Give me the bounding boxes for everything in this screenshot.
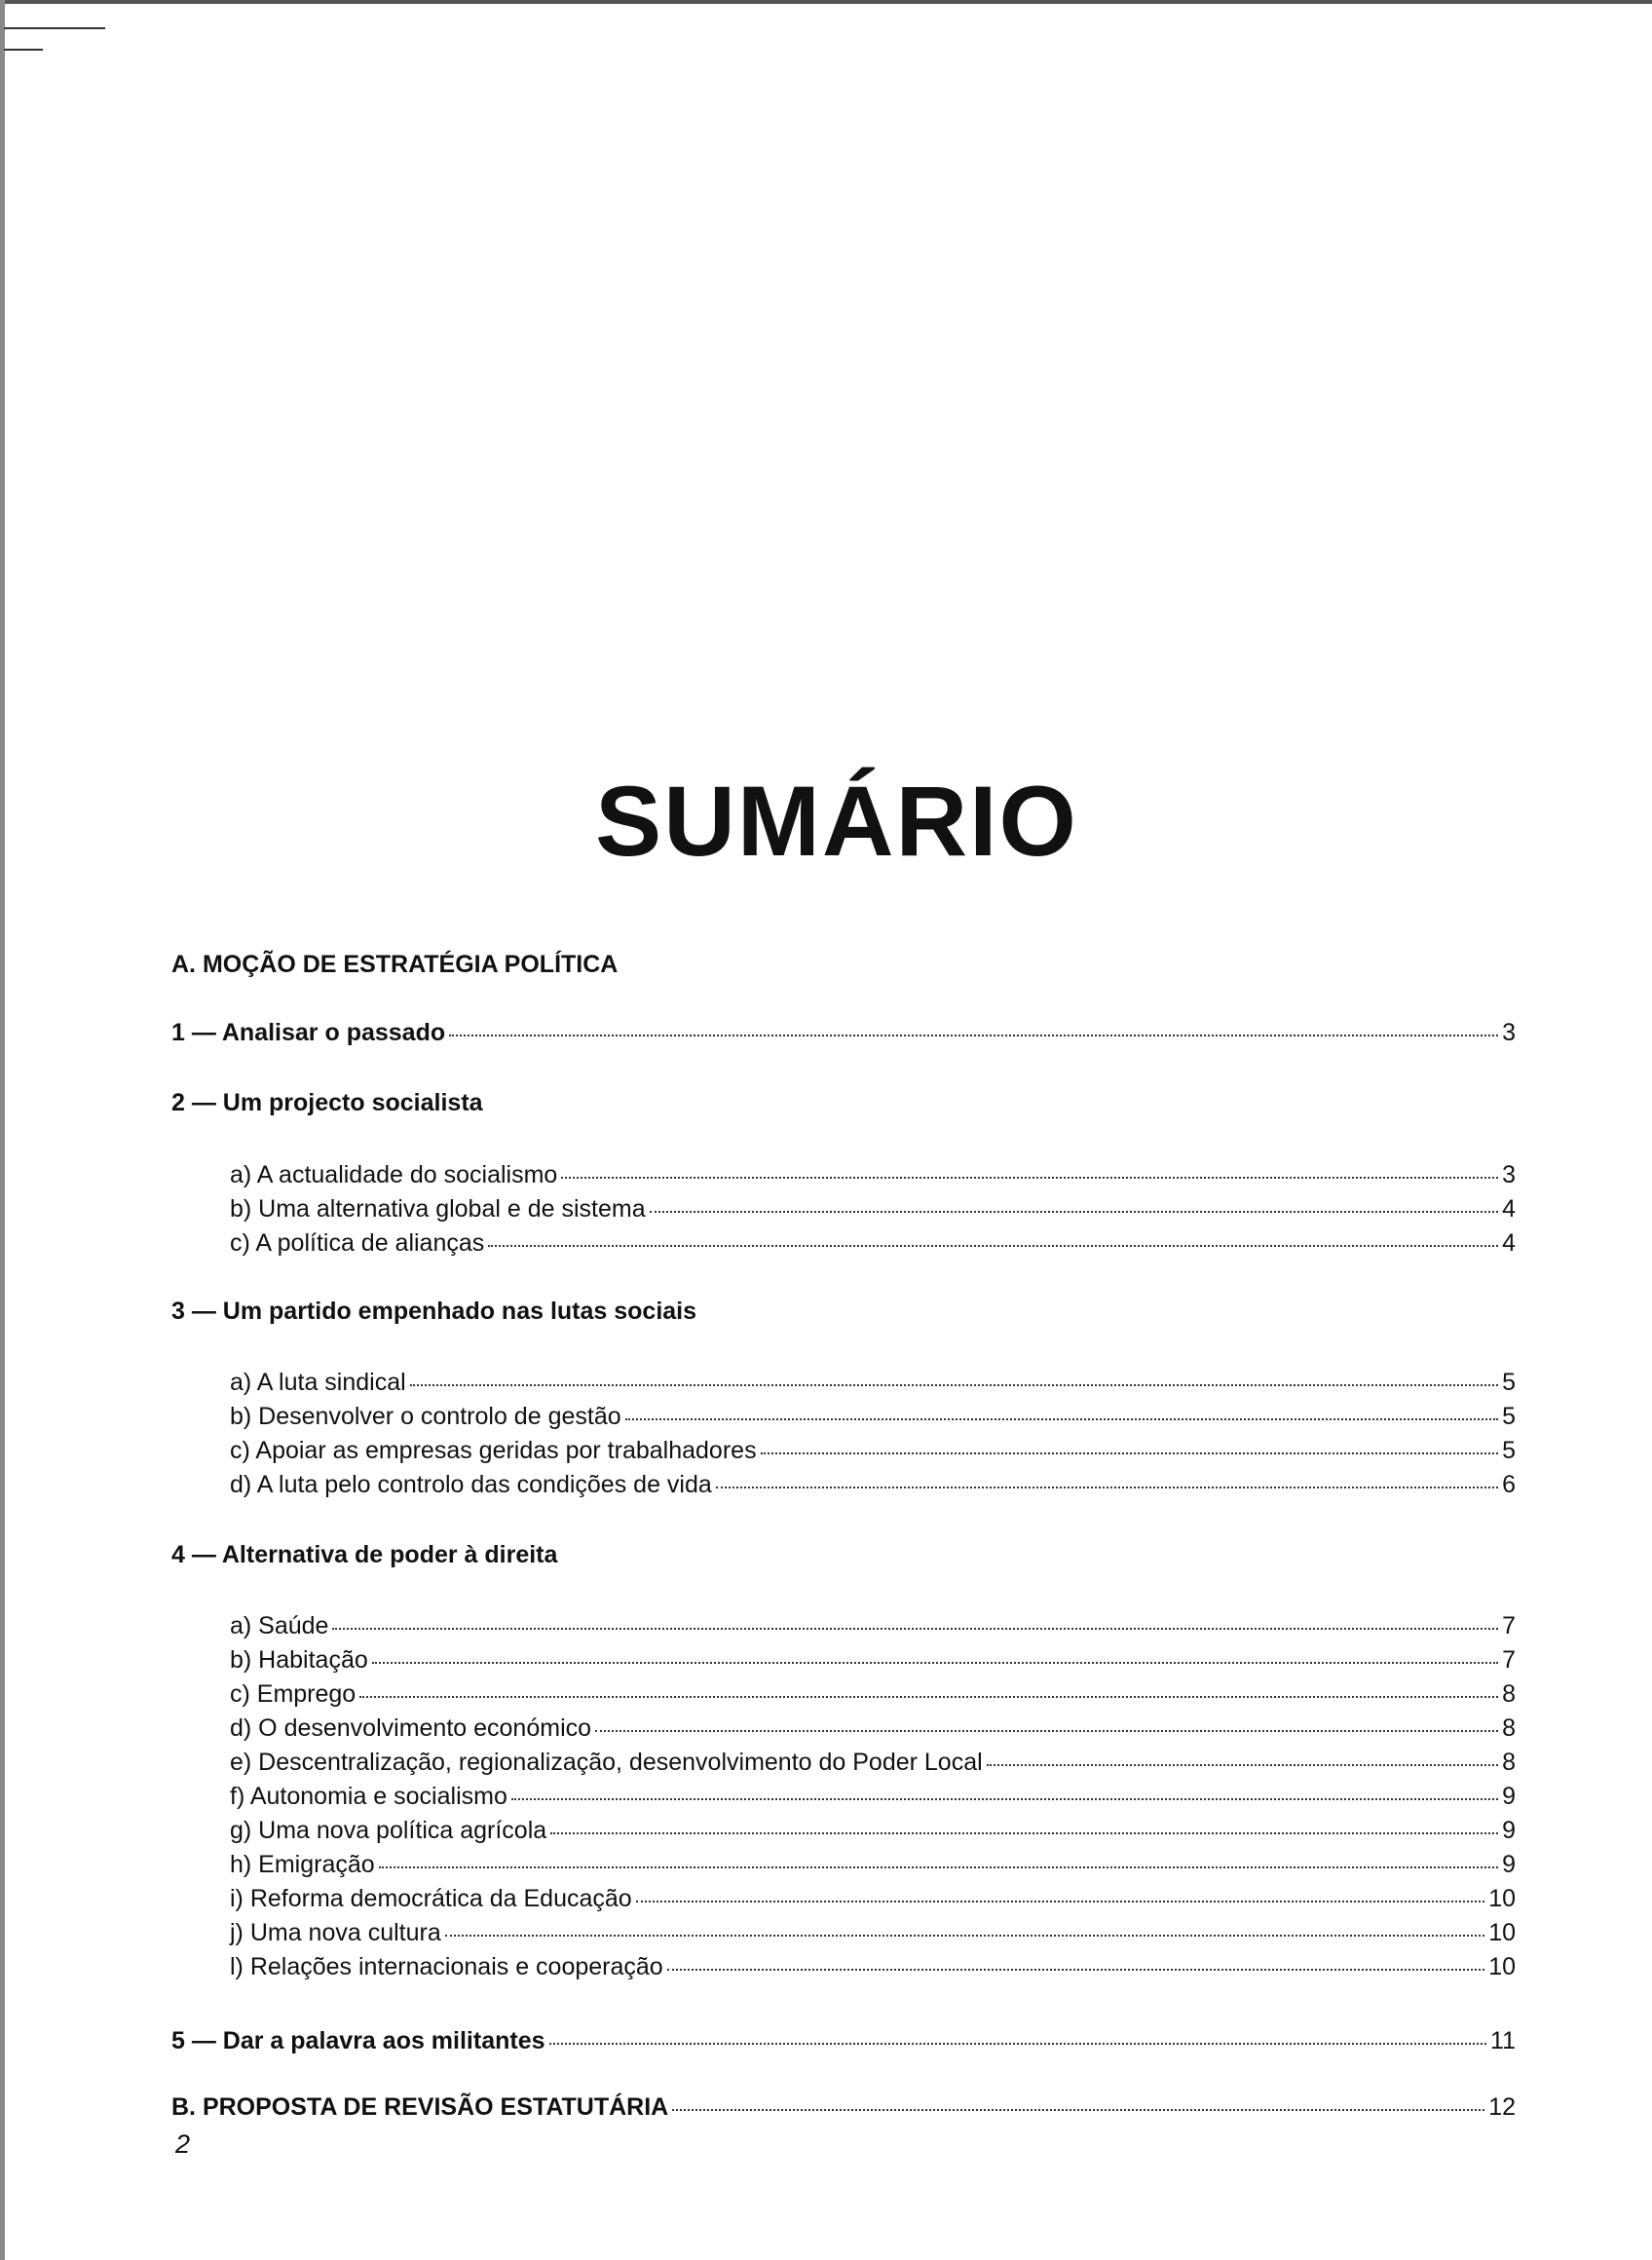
dot-leader [449,1035,1498,1036]
toc-entry-label: h) Emigração [230,1851,375,1878]
toc-entry-part-b [171,2095,1516,2120]
toc-entry [171,1197,1516,1222]
toc-entry-label: l) Relações internacionais e cooperação [230,1953,663,1980]
dot-leader [550,1832,1498,1834]
toc-entry [171,1785,1516,1809]
toc-entry-label: d) A luta pelo controlo das condições de vida [230,1471,712,1498]
scan-border-left [0,0,5,2260]
toc-entry-label: a) Saúde [230,1612,329,1639]
toc-entry-label: B. PROPOSTA DE REVISÃO ESTATUTÁRIA [171,2093,669,2121]
toc-entry-section-1 [171,1021,1516,1045]
dot-leader [650,1211,1498,1213]
toc-entry-page: 9 [1502,1851,1516,1878]
dot-leader [410,1384,1498,1386]
toc-entry-page: 9 [1502,1783,1516,1810]
toc-entry-label: d) O desenvolvimento económico [230,1714,592,1742]
dot-leader [445,1935,1484,1937]
dot-leader [716,1487,1498,1488]
toc-entry-label: a) A actualidade do socialismo [230,1161,558,1188]
toc-entry-label: c) Emprego [230,1680,357,1708]
dot-leader [595,1730,1498,1732]
toc-entry-label: 1 — Analisar o passado [171,1019,446,1046]
toc-entry [171,1163,1516,1187]
toc-entry-label: b) Desenvolver o controlo de gestão [230,1403,621,1430]
page-number: 2 [175,2129,191,2159]
toc-entry-label: c) Apoiar as empresas geridas por trabalhadores [230,1437,757,1464]
toc-entry [171,1921,1516,1945]
toc-entry-page: 10 [1488,1953,1516,1980]
dot-leader [636,1901,1484,1902]
toc-entry-page: 10 [1488,1885,1516,1912]
dot-leader [379,1866,1498,1868]
toc-entry-page: 8 [1502,1749,1516,1776]
toc-entry-page: 9 [1502,1817,1516,1844]
dot-leader [987,1764,1498,1766]
toc-entry-label: c) A política de alianças [230,1229,485,1257]
toc-entry [171,1231,1516,1256]
dot-leader [672,2109,1484,2111]
toc-entry [171,1648,1516,1673]
dot-leader [667,1969,1484,1971]
toc-entry-page: 12 [1488,2093,1516,2121]
toc-entry-page: 4 [1502,1195,1516,1223]
dot-leader [511,1798,1498,1800]
toc-entry-page: 7 [1502,1612,1516,1639]
toc-entry [171,1371,1516,1395]
dot-leader [549,2043,1487,2045]
dot-leader [488,1245,1498,1247]
toc-entry [171,1853,1516,1877]
toc-entry-label: j) Uma nova cultura [230,1919,441,1946]
toc-entry-label: a) A luta sindical [230,1369,406,1396]
toc-entry-page: 7 [1502,1646,1516,1674]
toc-entry-page: 4 [1502,1229,1516,1257]
toc-entry-page: 6 [1502,1471,1516,1498]
toc-entry-label: b) Uma alternativa global e de sistema [230,1195,646,1223]
toc-entry-label: f) Autonomia e socialismo [230,1783,507,1810]
toc-entry-section-5 [171,2029,1516,2053]
toc-entry-page: 8 [1502,1714,1516,1742]
dot-leader [561,1177,1498,1179]
toc-entry-page: 5 [1502,1403,1516,1430]
toc-section-3-heading: 3 — Um partido empenhado nas lutas sociais [171,1298,697,1325]
dot-leader [625,1418,1498,1420]
toc-entry [171,1614,1516,1638]
toc-entry [171,1751,1516,1775]
toc-entry-page: 3 [1502,1019,1516,1046]
toc-entry-page: 11 [1490,2027,1516,2054]
toc-section-2-heading: 2 — Um projecto socialista [171,1089,483,1116]
toc-entry-label: e) Descentralização, regionalização, desenvolvimento do Poder Local [230,1749,983,1776]
toc-entry-page: 5 [1502,1437,1516,1464]
toc-entry [171,1439,1516,1463]
toc-part-a-heading: A. MOÇÃO DE ESTRATÉGIA POLÍTICA [171,951,619,978]
dot-leader [372,1662,1498,1664]
toc-entry [171,1473,1516,1497]
toc-entry-label: i) Reforma democrática da Educação [230,1885,632,1912]
toc-entry-page: 3 [1502,1161,1516,1188]
toc-entry-label: 5 — Dar a palavra aos militantes [171,2027,545,2054]
toc-entry-label: g) Uma nova política agrícola [230,1817,547,1844]
toc-entry-page: 5 [1502,1369,1516,1396]
page-title: SUMÁRIO [595,766,1078,877]
dot-leader [332,1628,1498,1630]
toc-entry [171,1405,1516,1429]
toc-entry [171,1682,1516,1707]
toc-section-4-heading: 4 — Alternativa de poder à direita [171,1541,558,1568]
dot-leader [761,1452,1498,1454]
toc-entry-label: b) Habitação [230,1646,368,1674]
toc-entry [171,1887,1516,1911]
toc-entry-page: 8 [1502,1680,1516,1708]
toc-entry [171,1819,1516,1843]
scan-border-top [0,0,1652,4]
scan-corner-mark [4,27,105,29]
scan-corner-mark-lower [4,49,43,51]
toc-entry [171,1955,1516,1979]
toc-entry-page: 10 [1488,1919,1516,1946]
toc-entry [171,1716,1516,1741]
dot-leader [359,1696,1498,1698]
